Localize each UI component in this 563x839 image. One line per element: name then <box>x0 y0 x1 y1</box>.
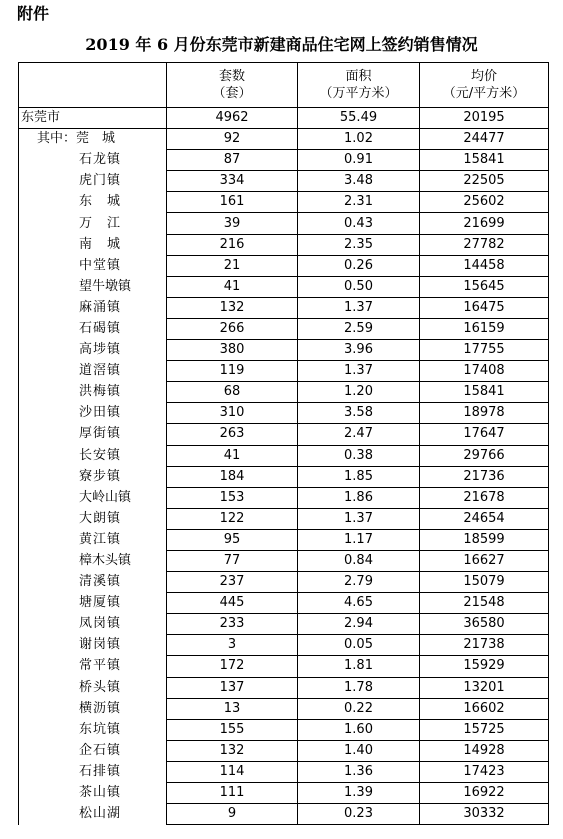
row-price: 15841 <box>420 150 549 171</box>
header-units-unit: （套） <box>212 86 252 101</box>
row-area: 2.31 <box>298 192 420 213</box>
table-row <box>19 255 549 276</box>
row-units: 233 <box>167 614 298 635</box>
row-name: 中堂镇 <box>19 255 167 276</box>
row-price: 16602 <box>420 698 549 719</box>
row-price: 36580 <box>420 614 549 635</box>
table-row <box>19 593 549 614</box>
row-area: 1.02 <box>298 129 420 150</box>
table-row <box>19 382 549 403</box>
row-price: 16922 <box>420 783 549 804</box>
table-row <box>19 487 549 508</box>
table-row <box>19 529 549 550</box>
row-name: 凤岗镇 <box>19 614 167 635</box>
table-row <box>19 572 549 593</box>
row-units: 39 <box>167 213 298 234</box>
row-area: 1.37 <box>298 361 420 382</box>
row-area: 1.37 <box>298 508 420 529</box>
row-name: 石排镇 <box>19 761 167 782</box>
row-units: 132 <box>167 297 298 318</box>
row-units: 3 <box>167 635 298 656</box>
table-row <box>19 656 549 677</box>
table-row <box>19 550 549 571</box>
row-price: 14458 <box>420 255 549 276</box>
table-row <box>19 297 549 318</box>
row-name: 茶山镇 <box>19 783 167 804</box>
row-area: 1.86 <box>298 487 420 508</box>
row-price: 17423 <box>420 761 549 782</box>
row-name: 南 城 <box>19 234 167 255</box>
row-name: 道滘镇 <box>19 361 167 382</box>
row-name: 虎门镇 <box>19 171 167 192</box>
row-price: 18978 <box>420 403 549 424</box>
table-row <box>19 340 549 361</box>
row-name: 高埗镇 <box>19 340 167 361</box>
row-units: 41 <box>167 276 298 297</box>
row-price: 21678 <box>420 487 549 508</box>
row-price: 21699 <box>420 213 549 234</box>
row-name: 其中：莞 城 <box>19 129 167 150</box>
row-area: 2.94 <box>298 614 420 635</box>
row-name: 麻涌镇 <box>19 297 167 318</box>
row-units: 137 <box>167 677 298 698</box>
row-area: 1.85 <box>298 466 420 487</box>
row-units: 132 <box>167 740 298 761</box>
table-row <box>19 403 549 424</box>
table-row <box>19 804 549 825</box>
row-units: 13 <box>167 698 298 719</box>
row-price: 15079 <box>420 572 549 593</box>
table-row <box>19 508 549 529</box>
row-area: 2.47 <box>298 424 420 445</box>
row-area: 3.96 <box>298 340 420 361</box>
row-units: 155 <box>167 719 298 740</box>
row-units: 184 <box>167 466 298 487</box>
table-row <box>19 761 549 782</box>
table-row <box>19 677 549 698</box>
row-area: 55.49 <box>298 108 420 129</box>
row-name: 望牛墩镇 <box>19 276 167 297</box>
row-area: 1.40 <box>298 740 420 761</box>
row-price: 27782 <box>420 234 549 255</box>
row-price: 16159 <box>420 318 549 339</box>
row-area: 3.48 <box>298 171 420 192</box>
row-units: 68 <box>167 382 298 403</box>
header-area <box>298 63 420 108</box>
row-name: 东坑镇 <box>19 719 167 740</box>
row-name: 谢岗镇 <box>19 635 167 656</box>
row-price: 15841 <box>420 382 549 403</box>
header-area-name <box>19 63 167 108</box>
row-area: 0.38 <box>298 445 420 466</box>
row-price: 15929 <box>420 656 549 677</box>
row-price: 21738 <box>420 635 549 656</box>
table-row <box>19 192 549 213</box>
row-name: 企石镇 <box>19 740 167 761</box>
row-price: 18599 <box>420 529 549 550</box>
row-units: 95 <box>167 529 298 550</box>
row-units: 122 <box>167 508 298 529</box>
row-name: 东莞市 <box>19 108 167 129</box>
row-name: 石碣镇 <box>19 318 167 339</box>
header-price <box>420 63 549 108</box>
table-row <box>19 213 549 234</box>
table-row <box>19 635 549 656</box>
row-area: 0.22 <box>298 698 420 719</box>
row-area: 2.59 <box>298 318 420 339</box>
table-row <box>19 424 549 445</box>
row-area: 0.84 <box>298 550 420 571</box>
row-price: 20195 <box>420 108 549 129</box>
row-units: 216 <box>167 234 298 255</box>
row-price: 24477 <box>420 129 549 150</box>
row-units: 87 <box>167 150 298 171</box>
header-area-unit: （万平方米） <box>319 86 398 101</box>
row-units: 21 <box>167 255 298 276</box>
row-units: 41 <box>167 445 298 466</box>
row-name: 长安镇 <box>19 445 167 466</box>
row-price: 16475 <box>420 297 549 318</box>
row-price: 17408 <box>420 361 549 382</box>
row-area: 1.20 <box>298 382 420 403</box>
row-price: 17755 <box>420 340 549 361</box>
table-row <box>19 614 549 635</box>
row-name: 常平镇 <box>19 656 167 677</box>
table-row <box>19 783 549 804</box>
row-units: 9 <box>167 804 298 825</box>
row-units: 380 <box>167 340 298 361</box>
table-row-total <box>19 108 549 129</box>
row-price: 24654 <box>420 508 549 529</box>
row-area: 1.60 <box>298 719 420 740</box>
row-name: 东 城 <box>19 192 167 213</box>
row-price: 21548 <box>420 593 549 614</box>
table-row <box>19 361 549 382</box>
row-units: 161 <box>167 192 298 213</box>
row-name: 洪梅镇 <box>19 382 167 403</box>
table-header-row <box>19 63 549 108</box>
row-units: 77 <box>167 550 298 571</box>
header-units <box>167 63 298 108</box>
row-area: 1.36 <box>298 761 420 782</box>
row-name: 清溪镇 <box>19 572 167 593</box>
table-row <box>19 171 549 192</box>
attachment-label: 附件 <box>17 4 50 23</box>
row-units: 334 <box>167 171 298 192</box>
row-price: 30332 <box>420 804 549 825</box>
header-price-unit: （元/平方米） <box>442 86 526 101</box>
row-area: 1.81 <box>298 656 420 677</box>
row-area: 0.91 <box>298 150 420 171</box>
row-area: 0.43 <box>298 213 420 234</box>
row-area: 1.17 <box>298 529 420 550</box>
row-area: 0.26 <box>298 255 420 276</box>
row-area: 1.39 <box>298 783 420 804</box>
row-price: 13201 <box>420 677 549 698</box>
row-name: 厚街镇 <box>19 424 167 445</box>
row-units: 111 <box>167 783 298 804</box>
row-name: 塘厦镇 <box>19 593 167 614</box>
table-row <box>19 445 549 466</box>
row-units: 119 <box>167 361 298 382</box>
table-row <box>19 466 549 487</box>
header-price-title: 均价 <box>470 69 497 84</box>
table-row <box>19 318 549 339</box>
row-area: 0.50 <box>298 276 420 297</box>
row-name: 松山湖 <box>19 804 167 825</box>
row-area: 2.35 <box>298 234 420 255</box>
row-units: 445 <box>167 593 298 614</box>
table-row <box>19 719 549 740</box>
row-price: 29766 <box>420 445 549 466</box>
row-name: 黄江镇 <box>19 529 167 550</box>
row-name: 横沥镇 <box>19 698 167 719</box>
row-name: 大朗镇 <box>19 508 167 529</box>
row-name: 万 江 <box>19 213 167 234</box>
row-units: 310 <box>167 403 298 424</box>
row-price: 17647 <box>420 424 549 445</box>
row-price: 15725 <box>420 719 549 740</box>
table-row <box>19 129 549 150</box>
row-price: 14928 <box>420 740 549 761</box>
row-name: 樟木头镇 <box>19 550 167 571</box>
row-price: 25602 <box>420 192 549 213</box>
row-units: 263 <box>167 424 298 445</box>
row-area: 0.23 <box>298 804 420 825</box>
row-area: 0.05 <box>298 635 420 656</box>
table-row <box>19 740 549 761</box>
sales-table <box>18 62 549 825</box>
table-row <box>19 276 549 297</box>
page-title: 2019 年 6 月份东莞市新建商品住宅网上签约销售情况 <box>85 35 478 54</box>
row-area: 4.65 <box>298 593 420 614</box>
row-area: 3.58 <box>298 403 420 424</box>
row-area: 2.79 <box>298 572 420 593</box>
header-area-title: 面积 <box>345 69 372 84</box>
row-units: 4962 <box>167 108 298 129</box>
table-row <box>19 234 549 255</box>
row-name: 沙田镇 <box>19 403 167 424</box>
row-price: 21736 <box>420 466 549 487</box>
row-area: 1.37 <box>298 297 420 318</box>
header-units-title: 套数 <box>218 69 245 84</box>
row-name: 大岭山镇 <box>19 487 167 508</box>
row-price: 16627 <box>420 550 549 571</box>
row-units: 266 <box>167 318 298 339</box>
table-row <box>19 150 549 171</box>
row-name: 石龙镇 <box>19 150 167 171</box>
row-price: 22505 <box>420 171 549 192</box>
row-price: 15645 <box>420 276 549 297</box>
row-name: 桥头镇 <box>19 677 167 698</box>
row-units: 237 <box>167 572 298 593</box>
table-row <box>19 698 549 719</box>
row-units: 172 <box>167 656 298 677</box>
row-area: 1.78 <box>298 677 420 698</box>
row-units: 92 <box>167 129 298 150</box>
row-units: 114 <box>167 761 298 782</box>
row-name: 寮步镇 <box>19 466 167 487</box>
row-units: 153 <box>167 487 298 508</box>
